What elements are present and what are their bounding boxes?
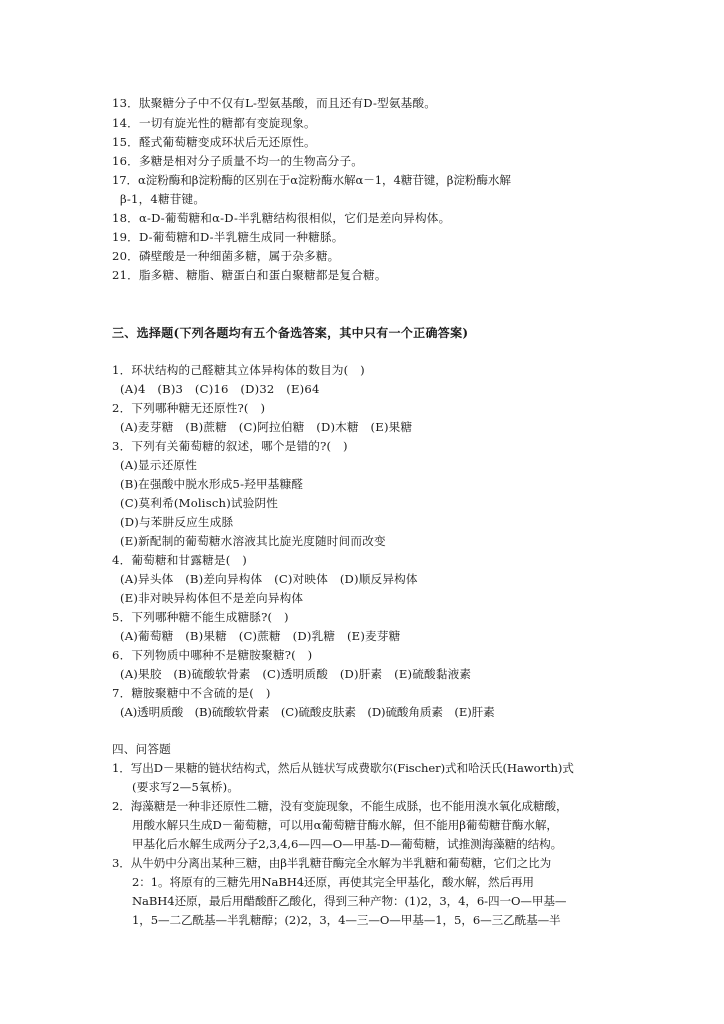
- judgment-item-continuation: β-1，4糖苷键。: [120, 192, 206, 206]
- choice-option: (E)非对映异构体但不是差向异构体: [120, 591, 304, 605]
- choice-option: (E)新配制的葡萄糖水溶液其比旋光度随时间而改变: [120, 534, 386, 548]
- choice-question: 1．环状结构的己醛糖其立体异构体的数目为( ): [112, 363, 365, 377]
- section-heading: 四、问答题: [112, 742, 171, 756]
- section-heading: 三、选择题(下列各题均有五个备选答案，其中只有一个正确答案): [112, 326, 469, 340]
- choice-question: 4．葡萄糖和甘露糖是( ): [112, 553, 247, 567]
- choice-options: (A)麦芽糖 (B)蔗糖 (C)阿拉伯糖 (D)木糖 (E)果糖: [120, 420, 413, 434]
- judgment-item: 15．醛式葡萄糖变成环状后无还原性。: [112, 135, 316, 149]
- choice-question: 7．糖胺聚糖中不含硫的是( ): [112, 686, 271, 700]
- qa-item: 1．写出D－果糖的链状结构式，然后从链状写成费歇尔(Fischer)式和哈沃氏(Haworth)式: [112, 761, 574, 775]
- choice-option: (A)显示还原性: [120, 458, 197, 472]
- qa-item-continuation: (要求写2—5氧桥)。: [132, 780, 240, 794]
- qa-item-continuation: 甲基化后水解生成两分子2,3,4,6—四—O—甲基-D—葡萄糖，试推测海藻糖的结构。: [132, 837, 563, 851]
- qa-item-continuation: 2：1。将原有的三糖先用NaBH4还原，再使其完全甲基化，酸水解，然后再用: [132, 875, 534, 889]
- choice-options: (A)葡萄糖 (B)果糖 (C)蔗糖 (D)乳糖 (E)麦芽糖: [120, 629, 401, 643]
- judgment-item: 18．α-D-葡萄糖和α-D-半乳糖结构很相似，它们是差向异构体。: [112, 211, 451, 225]
- choice-options: (A)4 (B)3 (C)16 (D)32 (E)64: [120, 382, 320, 396]
- judgment-item: 14．一切有旋光性的糖都有变旋现象。: [112, 116, 316, 130]
- choice-option: (B)在强酸中脱水形成5-羟甲基糠醛: [120, 477, 304, 491]
- choice-question: 3．下列有关葡萄糖的叙述，哪个是错的?( ): [112, 439, 348, 453]
- choice-question: 2．下列哪种糖无还原性?( ): [112, 401, 266, 415]
- choice-options: (A)异头体 (B)差向异构体 (C)对映体 (D)顺反异构体: [120, 572, 418, 586]
- judgment-item: 13．肽聚糖分子中不仅有L-型氨基酸，而且还有D-型氨基酸。: [112, 96, 437, 110]
- qa-item-continuation: 用酸水解只生成D－葡萄糖，可以用α葡萄糖苷酶水解，但不能用β葡萄糖苷酶水解，: [132, 818, 558, 832]
- choice-question: 5．下列哪种糖不能生成糖脎?( ): [112, 610, 289, 624]
- choice-options: (A)果胶 (B)硫酸软骨素 (C)透明质酸 (D)肝素 (E)硫酸黏液素: [120, 667, 472, 681]
- judgment-item: 17．α淀粉酶和β淀粉酶的区别在于α淀粉酶水解α－1，4糖苷键，β淀粉酶水解: [112, 173, 511, 187]
- choice-option: (D)与苯肼反应生成脎: [120, 515, 234, 529]
- qa-item-continuation: NaBH4还原，最后用醋酸酐乙酸化，得到三种产物：(1)2，3，4，6-四一O—甲基—: [132, 894, 567, 908]
- qa-item: 3．从牛奶中分离出某种三糖，由β半乳糖苷酶完全水解为半乳糖和葡萄糖，它们之比为: [112, 856, 552, 870]
- choice-option: (C)莫利希(Molisch)试验阴性: [120, 496, 279, 510]
- judgment-item: 19．D-葡萄糖和D-半乳糖生成同一种糖脎。: [112, 230, 344, 244]
- qa-item: 2．海藻糖是一种非还原性二糖，没有变旋现象，不能生成脎，也不能用溴水氧化成糖酸，: [112, 799, 568, 813]
- judgment-item: 21．脂多糖、糖脂、糖蛋白和蛋白聚糖都是复合糖。: [112, 268, 387, 282]
- qa-item-continuation: 1，5—二乙酰基—半乳糖醇；(2)2，3，4—三—O—甲基—1，5，6—三乙酰基—半: [132, 913, 561, 927]
- judgment-item: 20．磷壁酸是一种细菌多糖，属于杂多糖。: [112, 249, 340, 263]
- choice-question: 6．下列物质中哪种不是糖胺聚糖?( ): [112, 648, 313, 662]
- judgment-item: 16．多糖是相对分子质量不均一的生物高分子。: [112, 154, 364, 168]
- choice-options: (A)透明质酸 (B)硫酸软骨素 (C)硫酸皮肤素 (D)硫酸角质素 (E)肝素: [120, 705, 495, 719]
